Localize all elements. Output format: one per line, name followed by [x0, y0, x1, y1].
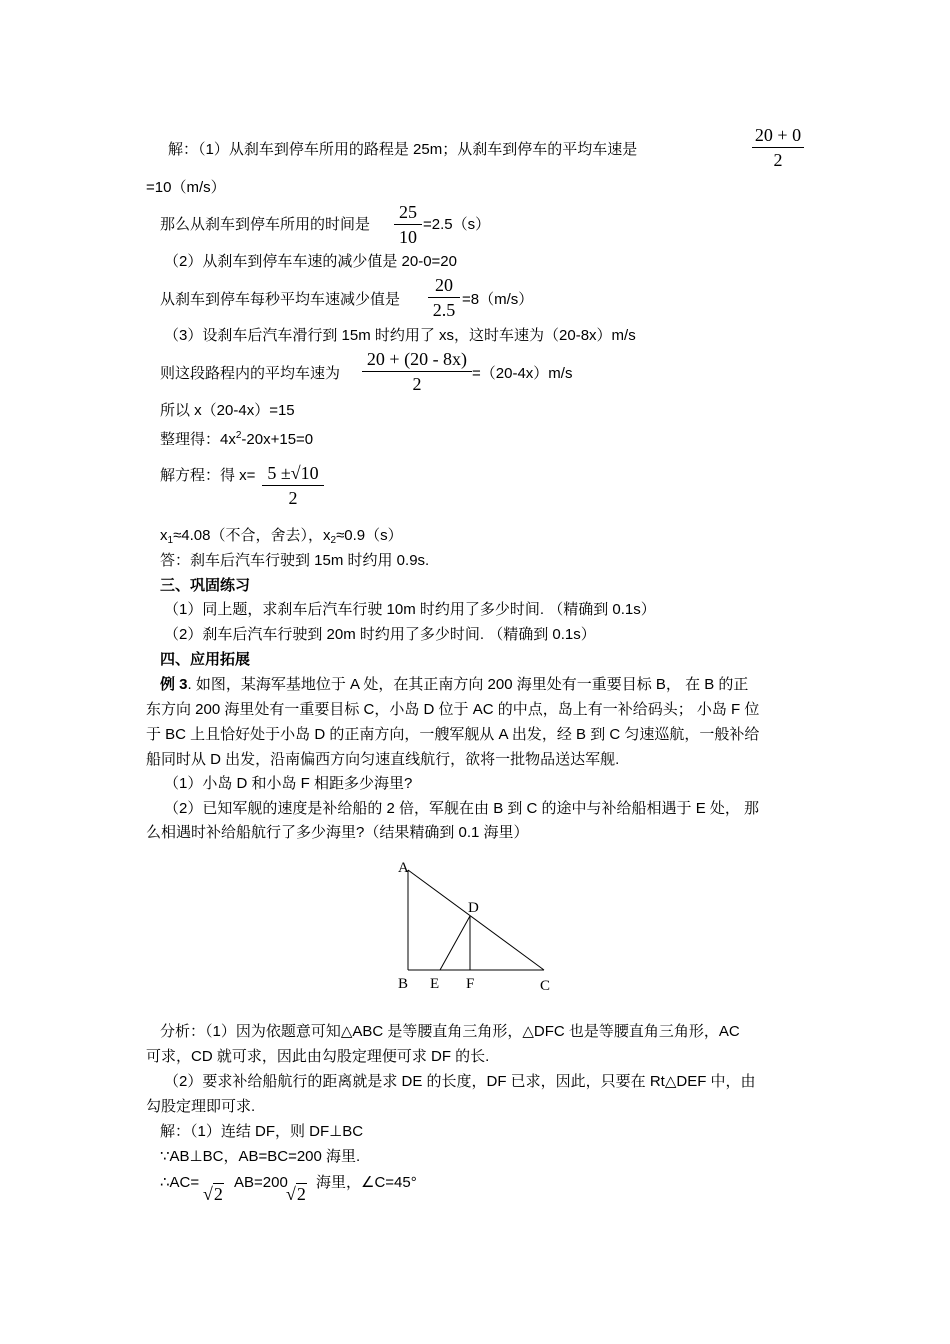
practice-heading: 三、巩固练习 [160, 577, 251, 594]
example-line-3: 于 BC 上且恰好处于小岛 D 的正南方向，一艘军舰从 A 出发，经 B 到 C 匀速巡航，一般补给 [146, 726, 760, 743]
time-result: =2.5（s） [423, 216, 491, 233]
example-text: . 如图，某海军基地位于 A 处，在其正南方向 200 海里处有一重要目标 B， 在 B 的正 [187, 676, 749, 693]
root-2-sub: 2 [330, 535, 337, 546]
roots-line [160, 526, 403, 551]
fraction-numerator: 20 + (20 - 8x) [366, 349, 468, 369]
deceleration-result: =8（m/s） [462, 291, 534, 308]
example-line-2: 东方向 200 海里处有一重要目标 C，小岛 D 位于 AC 的中点，岛上有一补给码头； 小岛 F 位 [146, 701, 760, 718]
fraction-denominator: 10 [399, 227, 417, 247]
solve-prefix: 解方程：得 x= [160, 467, 256, 484]
solution-part2-text: （2）从刹车到停车车速的减少值是 20-0=20 [164, 253, 457, 270]
fraction-deceleration [428, 274, 460, 321]
example-label: 例 3 [160, 676, 188, 693]
fraction-denominator: 2 [288, 488, 298, 508]
avg2-prefix: 则这段路程内的平均车速为 [160, 365, 341, 382]
label-b: B [398, 976, 409, 992]
equation-2-prefix: 整理得：4x [160, 431, 236, 448]
equation-2-suffix: -20x+15=0 [241, 431, 314, 448]
fraction-denominator: 2 [412, 374, 422, 394]
triangle-figure [390, 852, 560, 1002]
label-c: C [540, 978, 551, 994]
practice-question-2: （2）刹车后汽车行驶到 20m 时约用了多少时间. （精确到 0.1s） [164, 626, 596, 643]
example-line-1 [160, 675, 748, 695]
fraction-solution: 5 ±√10 2 [262, 462, 324, 509]
solution2-line-3b: AB=200 [234, 1174, 288, 1191]
average-speed-2-result: =（20-4x）m/s [472, 365, 573, 382]
analysis-line-3: （2）要求补给船航行的距离就是求 DE 的长度，DF 已求，因此，只要在 Rt△DEF 中，由 [164, 1073, 756, 1090]
solution2-line-2: ∵AB⊥BC，AB=BC=200 海里. [160, 1148, 361, 1165]
answer-text: 答：刹车后汽车行驶到 15m 时约用 0.9s. [160, 552, 430, 569]
solution2-line-3a: ∴AC= [160, 1174, 200, 1191]
analysis-line-1: 分析：（1）因为依题意可知△ABC 是等腰直角三角形，△DFC 也是等腰直角三角形，AC [160, 1023, 740, 1040]
practice-question-1: （1）同上题，求刹车后汽车行驶 10m 时约用了多少时间. （精确到 0.1s） [164, 601, 656, 618]
fraction-numerator: 20 [435, 275, 453, 295]
average-speed-result: =10（m/s） [146, 179, 226, 196]
fraction-denominator: 2.5 [432, 300, 456, 320]
equation-2-exponent: 2 [235, 430, 242, 441]
segment-de [440, 916, 470, 970]
example-line-4: 船同时从 D 出发，沿南偏西方向匀速直线航行，欲将一批物品送达军舰. [146, 751, 620, 768]
label-a: A [398, 860, 409, 876]
example-question-1: （1）小岛 D 和小岛 F 相距多少海里? [164, 775, 413, 792]
example-question-2-line-2: 么相遇时补给船航行了多少海里?（结果精确到 0.1 海里） [146, 824, 529, 841]
fraction-average-speed [752, 124, 804, 171]
root-var: x [160, 527, 168, 544]
label-e: E [430, 976, 440, 992]
solution2-line-1: 解：（1）连结 DF，则 DF⊥BC [160, 1123, 364, 1140]
equation-2 [160, 426, 313, 450]
sqrt-2-a: √2 [203, 1184, 223, 1204]
fraction-time [394, 201, 422, 248]
extension-heading: 四、应用拓展 [160, 651, 251, 668]
fraction-numerator: 20 + 0 [754, 125, 802, 145]
sqrt-2-b: √2 [286, 1184, 306, 1204]
label-f: F [466, 976, 475, 992]
fraction-average-speed-2 [362, 348, 472, 395]
label-d: D [468, 900, 479, 916]
time-prefix: 那么从刹车到停车所用的时间是 [160, 216, 371, 233]
segment-ac [408, 870, 544, 970]
root-1-text: ≈4.08（不合，舍去），x [173, 527, 331, 544]
decel-prefix: 从刹车到停车每秒平均车速减少值是 [160, 291, 401, 308]
root-1-sub: 1 [167, 535, 174, 546]
fraction-numerator: 25 [399, 202, 417, 222]
example-question-2-line-1: （2）已知军舰的速度是补给船的 2 倍，军舰在由 B 到 C 的途中与补给船相遇于 E 处， 那 [164, 800, 760, 817]
solution-numerator-a: 5 ± [267, 463, 291, 483]
fraction-denominator: 2 [773, 150, 783, 170]
solution-part3-text: （3）设刹车后汽车滑行到 15m 时约用了 xs，这时车速为（20-8x）m/s [164, 327, 636, 344]
root-2-text: ≈0.9（s） [336, 527, 403, 544]
analysis-line-4: 勾股定理即可求. [146, 1098, 256, 1115]
analysis-line-2: 可求，CD 就可求，因此由勾股定理便可求 DF 的长. [146, 1048, 490, 1065]
solution-sqrt-radicand: 10 [300, 463, 319, 483]
solution2-line-3c: 海里，∠C=45° [316, 1174, 417, 1191]
equation-1: 所以 x（20-4x）=15 [160, 402, 295, 419]
solution-part1-text: 解：（1）从刹车到停车所用的路程是 25m；从刹车到停车的平均车速是 [168, 141, 638, 158]
